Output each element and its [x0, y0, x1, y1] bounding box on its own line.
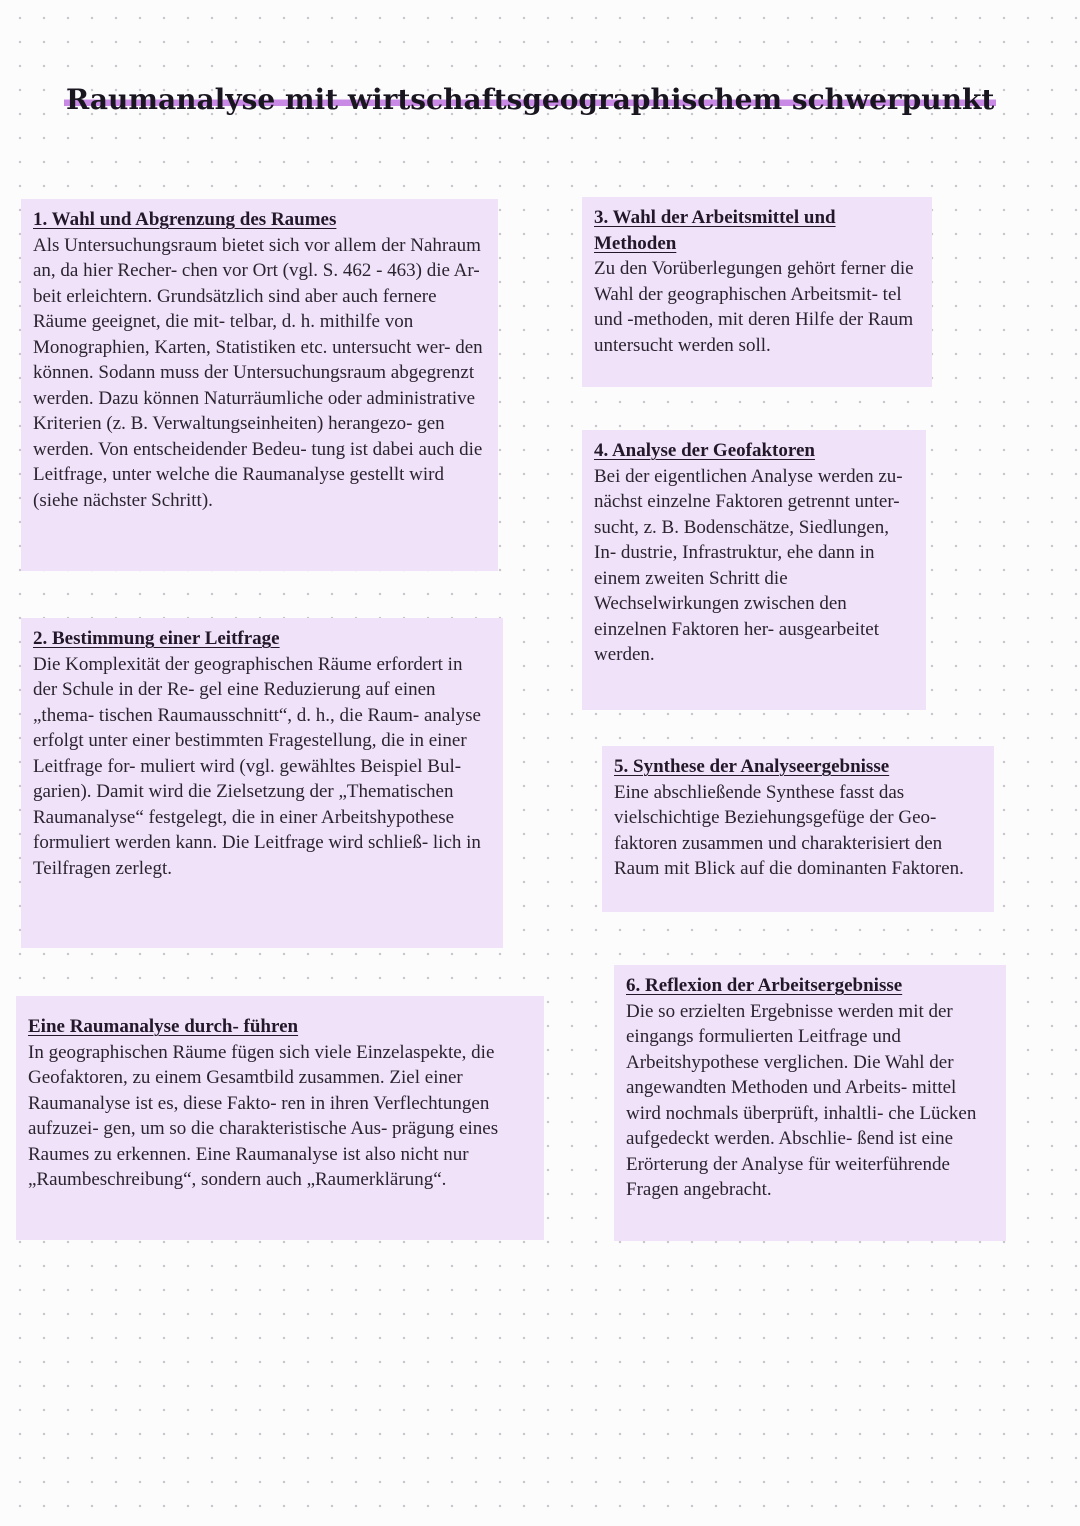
- page-title-text: Raumanalyse mit wirtschaftsgeographischem schwerpunkt: [66, 83, 995, 116]
- page-title: [64, 80, 1044, 120]
- card-heading: 4. Analyse der Geofaktoren: [594, 440, 815, 461]
- card-body: In geographischen Räume fügen sich viele Einzelaspekte, die Geofaktoren, zu einem Gesamtbild zusammen. Ziel einer Raumanalyse ist es, diese Fakto- ren in ihren Verflechtungen aufzuzei- gen, um so die charakteristische Aus- prägung eines Raumes zu erkennen. Eine Raumanalyse ist also nicht nur „Raumbeschreibung“, sondern auch „Raumerklärung“.: [28, 1041, 499, 1190]
- card-wahl-und-abgrenzung: [21, 199, 498, 571]
- card-synthese: [602, 746, 994, 912]
- card-heading: 5. Synthese der Analyseergebnisse: [614, 756, 890, 777]
- card-body: Als Untersuchungsraum bietet sich vor allem der Nahraum an, da hier Recher- chen vor Ort (vgl. S. 462 - 463) die Ar- beit erleichtern. Grundsätzlich sind aber auch fernere Räume geeignet, die mit- telbar, d. h. mithilfe von Monographien, Karten, Statistiken etc. untersucht wer- den können. Sodann muss der Untersuchungsraum abgegrenzt werden. Dazu können Naturräumliche oder administrative Kriterien (z. B. Verwaltungseinheiten) herangezo- gen werden. Von entscheidender Bedeu- tung ist dabei auch die Leitfrage, unter welche die Raumanalyse gestellt wird (siehe nächster Schritt).: [33, 234, 483, 511]
- card-arbeitsmittel-methoden: [582, 197, 932, 387]
- card-body: Bei der eigentlichen Analyse werden zu- nächst einzelne Faktoren getrennt unter- sucht, z. B. Bodenschätze, Siedlungen, In- dustrie, Infrastruktur, ehe dann in einem zweiten Schritt die Wechselwirkungen zwischen den einzelnen Faktoren her- ausgearbeitet werden.: [594, 465, 903, 665]
- card-reflexion: [614, 965, 1006, 1241]
- card-heading: Eine Raumanalyse durch- führen: [28, 1016, 299, 1037]
- card-body: Zu den Vorüberlegungen gehört ferner die Wahl der geographischen Arbeitsmit- tel und -methoden, mit deren Hilfe der Raum untersucht werden soll.: [594, 258, 914, 356]
- card-heading: 1. Wahl und Abgrenzung des Raumes: [33, 209, 337, 230]
- card-heading: 6. Reflexion der Arbeitsergebnisse: [626, 975, 903, 996]
- card-heading: 2. Bestimmung einer Leitfrage: [33, 628, 280, 649]
- card-body: Die Komplexität der geographischen Räume erfordert in der Schule in der Re- gel eine Reduzierung auf einen „thema- tischen Raumausschnitt“, d. h., die Raum- analyse erfolgt unter einer bestimmten Fragestellung, die in einer Leitfrage for- muliert wird (vgl. gewähltes Beispiel Bul- garien). Damit wird die Zielsetzung der „Thematischen Raumanalyse“ festgelegt, die in einer Arbeitshypothese formuliert werden kann. Die Leitfrage wird schließ- lich in Teilfragen zerlegt.: [33, 653, 481, 879]
- card-bestimmung-leitfrage: [21, 618, 503, 948]
- card-body: Eine abschließende Synthese fasst das vielschichtige Beziehungsgefüge der Geo- faktoren zusammen und charakterisiert den Raum mit Blick auf die dominanten Faktoren.: [614, 781, 964, 879]
- card-heading: 3. Wahl der Arbeitsmittel und Methoden: [594, 207, 836, 254]
- card-analyse-geofaktoren: [582, 430, 926, 710]
- card-body: Die so erzielten Ergebnisse werden mit der eingangs formulierten Leitfrage und Arbeitshypothese verglichen. Die Wahl der angewandten Methoden und Arbeits- mittel wird nochmals überprüft, inhaltli- che Lücken aufgedeckt werden. Abschlie- ßend ist eine Erörterung der Analyse für weiterführende Fragen angebracht.: [626, 1000, 977, 1200]
- card-raumanalyse-durchfuehren: [16, 996, 544, 1240]
